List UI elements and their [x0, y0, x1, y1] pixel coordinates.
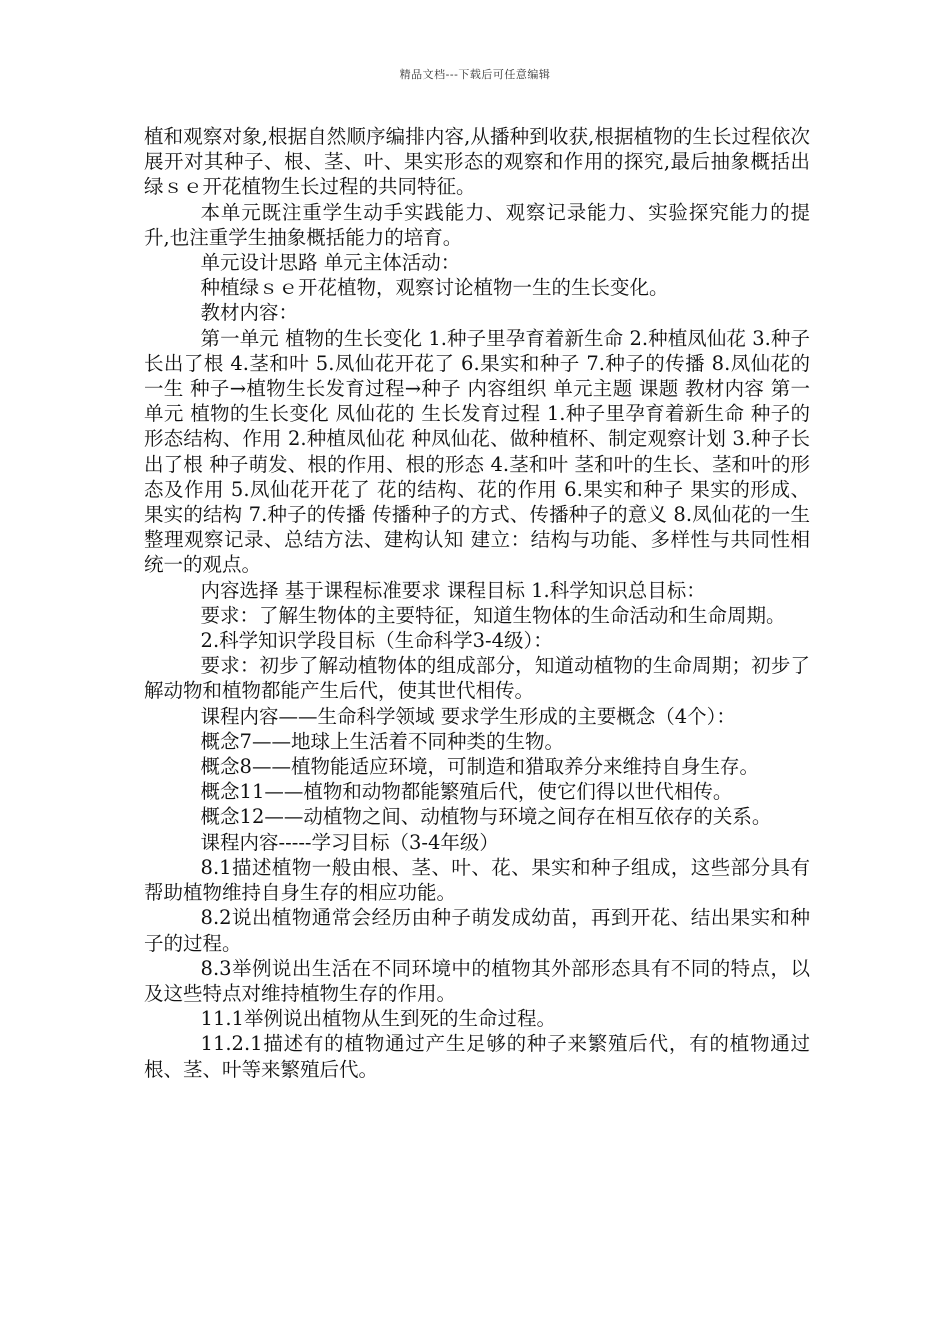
document-body — [144, 124, 810, 1082]
paragraph: 单元设计思路 单元主体活动： — [200, 251, 461, 275]
paragraph: 8.1描述植物一般由根、茎、叶、花、果实和种子组成，这些部分具有帮助植物维持自身生存的相应功能。 — [144, 855, 810, 905]
paragraph: 概念12——动植物之间、动植物与环境之间存在相互依存的关系。 — [200, 805, 772, 829]
paragraph: 种植绿ｓｅ开花植物，观察讨论植物一生的生长变化。 — [200, 276, 669, 300]
paragraph: 2.科学知识学段目标（生命科学3-4级）： — [200, 629, 553, 653]
page-header: 精品文档---下载后可任意编辑 — [399, 68, 551, 81]
paragraph: 内容选择 基于课程标准要求 课程目标 1.科学知识总目标： — [200, 578, 706, 602]
paragraph: 课程内容——生命科学领域 要求学生形成的主要概念（4个）： — [200, 704, 736, 728]
paragraph: 11.2.1描述有的植物通过产生足够的种子来繁殖后代，有的植物通过根、茎、叶等来繁殖后代。 — [144, 1032, 810, 1081]
paragraph: 概念8——植物能适应环境，可制造和猎取养分来维持自身生存。 — [200, 755, 759, 779]
paragraph: 第一单元 植物的生长变化 1.种子里孕育着新生命 2.种植凤仙花 3.种子长出了根 4.茎和叶 5.凤仙花开花了 6.果实和种子 7.种子的传播 8.凤仙花的一生 种子→植物生长发育过程→种子 内容组织 单元主题 课题 教材内容 第一单元 植物的生长变化 凤仙花的 生长发育过程 1.种子里孕育着新生命 种子的形态结构、作用 2.种植凤仙花 种凤仙花、做种植杯、制定观察计划 3.种子长出了根 种子萌发、根的作用、根的形态 4.茎和叶 茎和叶的生长、茎和叶的形态及作用 5.凤仙花开花了 花的结构、花的作用 6.果实和种子 果实的形成、果实的结构 7.种子的传播 传播种子的方式、传播种子的意义 8.凤仙花的一生 整理观察记录、总结方法、建构认知 建立：结构与功能、多样性与共同性相统一的观点。 — [144, 326, 810, 577]
paragraph: 8.3举例说出生活在不同环境中的植物其外部形态具有不同的特点，以及这些特点对维持植物生存的作用。 — [144, 956, 810, 1005]
paragraph: 本单元既注重学生动手实践能力、观察记录能力、实验探究能力的提升,也注重学生抽象概括能力的培育。 — [144, 200, 810, 249]
paragraph: 要求：初步了解动植物体的组成部分，知道动植物的生命周期；初步了解动物和植物都能产生后代，使其世代相传。 — [144, 654, 810, 703]
paragraph: 概念7——地球上生活着不同种类的生物。 — [200, 729, 564, 753]
paragraph: 8.2说出植物通常会经历由种子萌发成幼苗，再到开花、结出果实和种子的过程。 — [144, 906, 810, 955]
paragraph: 概念11——植物和动物都能繁殖后代，使它们得以世代相传。 — [200, 780, 733, 804]
paragraph: 教材内容： — [200, 301, 299, 325]
paragraph: 要求：了解生物体的主要特征，知道生物体的生命活动和生命周期。 — [200, 603, 786, 627]
paragraph: 植和观察对象,根据自然顺序编排内容,从播种到收获,根据植物的生长过程依次展开对其种子、根、茎、叶、果实形态的观察和作用的探究,最后抽象概括出绿ｓｅ开花植物生长过程的共同特征。 — [144, 125, 810, 199]
paragraph: 11.1举例说出植物从生到死的生命过程。 — [200, 1007, 556, 1031]
paragraph: 课程内容-----学习目标（3-4年级） — [200, 830, 499, 854]
